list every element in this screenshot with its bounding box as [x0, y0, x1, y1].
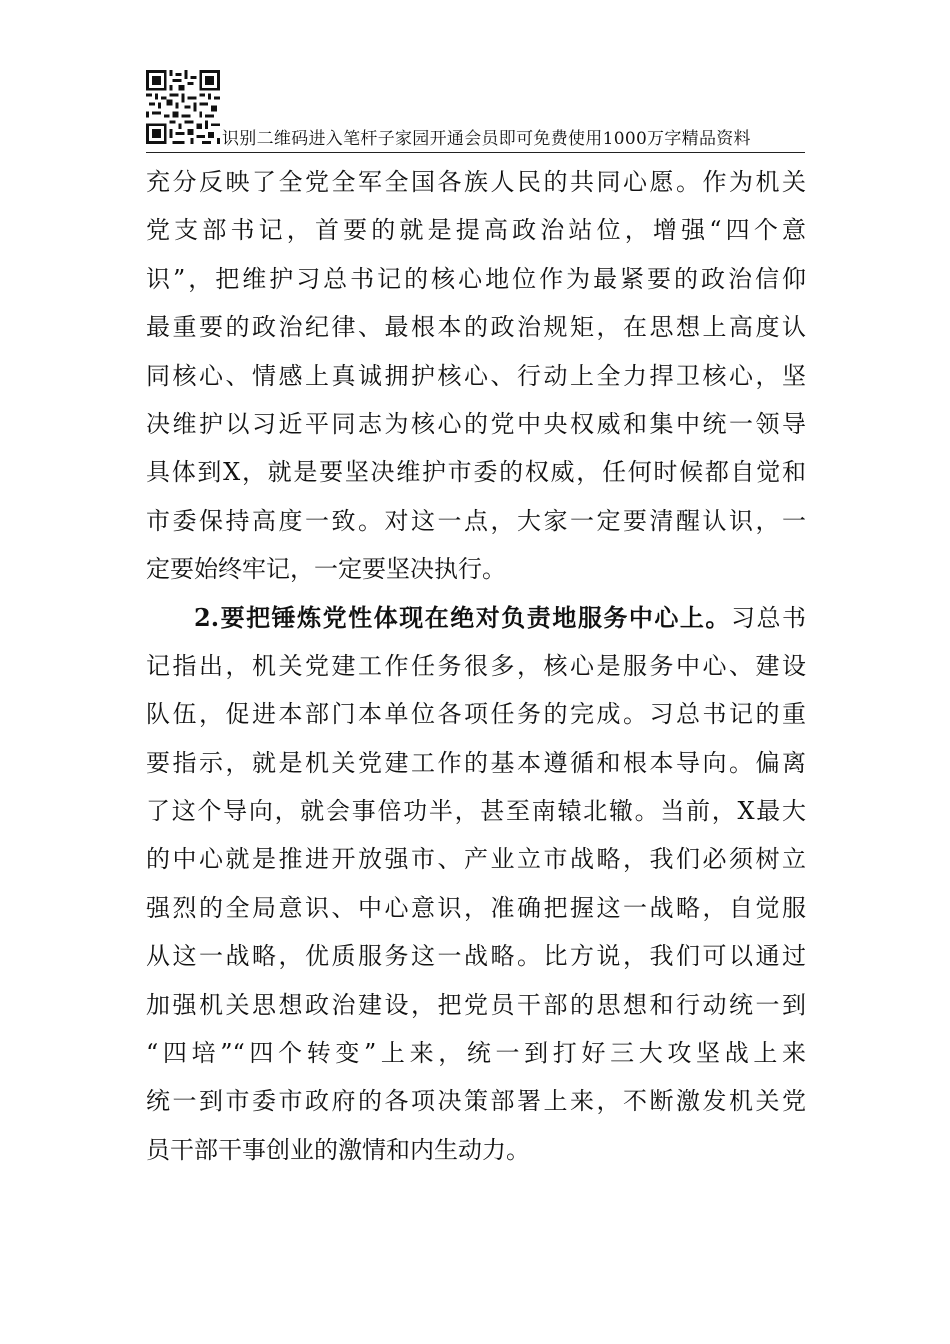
text-line: 最重要的政治纪律、最根本的政治规矩，在思想上高度认: [146, 313, 806, 342]
text-line: 强烈的全局意识、中心意识，准确把握这一战略，自觉服: [146, 893, 806, 922]
paragraph-2-first-line: [146, 594, 806, 642]
text-line: 具体到X，就是要坚决维护市委的权威，任何时候都自觉和: [146, 458, 806, 487]
text-line: 员干部干事创业的激情和内生动力。: [146, 1135, 530, 1164]
header-divider: [146, 152, 805, 153]
text-line: 队伍，促进本部门本单位各项任务的完成。习总书记的重: [146, 700, 806, 729]
text-line: 充分反映了全党全军全国各族人民的共同心愿。作为机关: [146, 168, 806, 196]
section-heading: 2.要把锤炼党性体现在绝对负责地服务中心上。: [194, 602, 731, 632]
text-line: 从这一战略，优质服务这一战略。比方说，我们可以通过: [146, 942, 806, 971]
text-line: 的中心就是推进开放强市、产业立市战略，我们必须树立: [146, 845, 806, 874]
text-line: 市委保持高度一致。对这一点，大家一定要清醒认识，一: [146, 506, 806, 535]
text-line: “四培”“四个转变”上来，统一到打好三大攻坚战上来: [146, 1039, 806, 1068]
text-line: 同核心、情感上真诚拥护核心、行动上全力捍卫核心，坚: [146, 361, 806, 390]
text-line: 记指出，机关党建工作任务很多，核心是服务中心、建设: [146, 651, 806, 680]
text-line: 定要始终牢记，一定要坚决执行。: [146, 555, 506, 584]
text-line: 识”，把维护习总书记的核心地位作为最紧要的政治信仰: [146, 264, 806, 293]
text-line: 党支部书记，首要的就是提高政治站位，增强“四个意: [146, 216, 806, 245]
qr-code-icon: [146, 70, 220, 144]
text-line: 了这个导向，就会事倍功半，甚至南辕北辙。当前，X最大: [146, 797, 806, 826]
header-banner-text: 识别二维码进入笔杆子家园开通会员即可免费使用1000万字精品资料: [222, 129, 751, 149]
text-line: 决维护以习近平同志为核心的党中央权威和集中统一领导: [146, 409, 806, 438]
text-line: 加强机关思想政治建设，把党员干部的思想和行动统一到: [146, 990, 806, 1019]
text-span: 习总书: [730, 603, 806, 632]
document-body: [146, 158, 806, 1174]
text-line: 要指示，就是机关党建工作的基本遵循和根本导向。偏离: [146, 748, 806, 777]
text-line: 统一到市委市政府的各项决策部署上来，不断激发机关党: [146, 1087, 806, 1116]
